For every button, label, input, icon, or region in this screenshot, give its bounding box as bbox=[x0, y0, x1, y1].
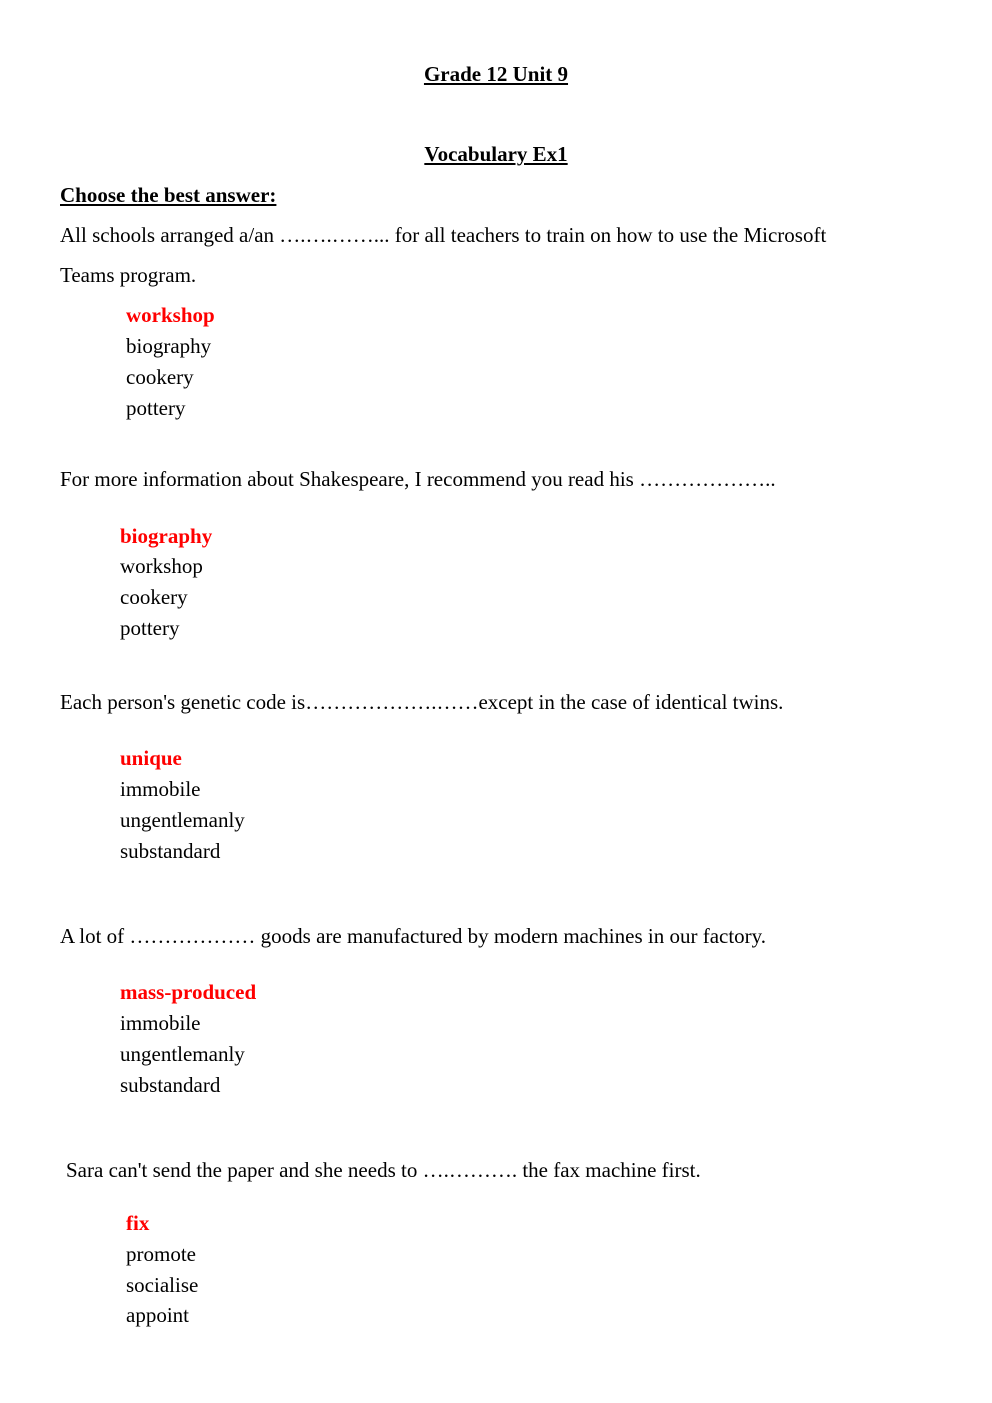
question-3-answer: unique bbox=[120, 746, 182, 770]
question-2-answer: biography bbox=[120, 524, 213, 548]
question-1-option: pottery bbox=[126, 396, 186, 420]
question-5-option: appoint bbox=[126, 1303, 189, 1327]
question-1-option: biography bbox=[126, 334, 212, 358]
question-1-text-cont: Teams program. bbox=[60, 263, 197, 287]
question-4-text: A lot of ……………… goods are manufactured by modern machines in our factory. bbox=[60, 924, 767, 948]
question-1-text: All schools arranged a/an ….….……... for all teachers to train on how to use the Microsoft bbox=[60, 223, 827, 247]
question-3-option: substandard bbox=[120, 839, 221, 863]
question-1-option: cookery bbox=[126, 365, 194, 389]
page-title: Grade 12 Unit 9 bbox=[423, 62, 569, 86]
question-2-text: For more information about Shakespeare, I recommend you read his ……………….. bbox=[60, 467, 776, 491]
question-4-option: ungentlemanly bbox=[120, 1042, 245, 1066]
question-5-option: socialise bbox=[126, 1273, 199, 1297]
question-3-option: immobile bbox=[120, 777, 201, 801]
question-1-answer: workshop bbox=[126, 303, 215, 327]
question-4-option: substandard bbox=[120, 1073, 221, 1097]
question-3-text: Each person's genetic code is……………….……except in the case of identical twins. bbox=[60, 690, 784, 714]
question-2-option: workshop bbox=[120, 554, 203, 578]
instruction: Choose the best answer: bbox=[60, 183, 277, 207]
question-5-answer: fix bbox=[126, 1211, 150, 1235]
question-4-option: immobile bbox=[120, 1011, 201, 1035]
question-4-answer: mass-produced bbox=[120, 980, 257, 1004]
question-5-option: promote bbox=[126, 1242, 196, 1266]
question-2-option: cookery bbox=[120, 585, 188, 609]
question-5-text: Sara can't send the paper and she needs to ….………. the fax machine first. bbox=[66, 1158, 701, 1182]
page-subtitle: Vocabulary Ex1 bbox=[424, 142, 568, 166]
question-2-option: pottery bbox=[120, 616, 180, 640]
question-3-option: ungentlemanly bbox=[120, 808, 245, 832]
